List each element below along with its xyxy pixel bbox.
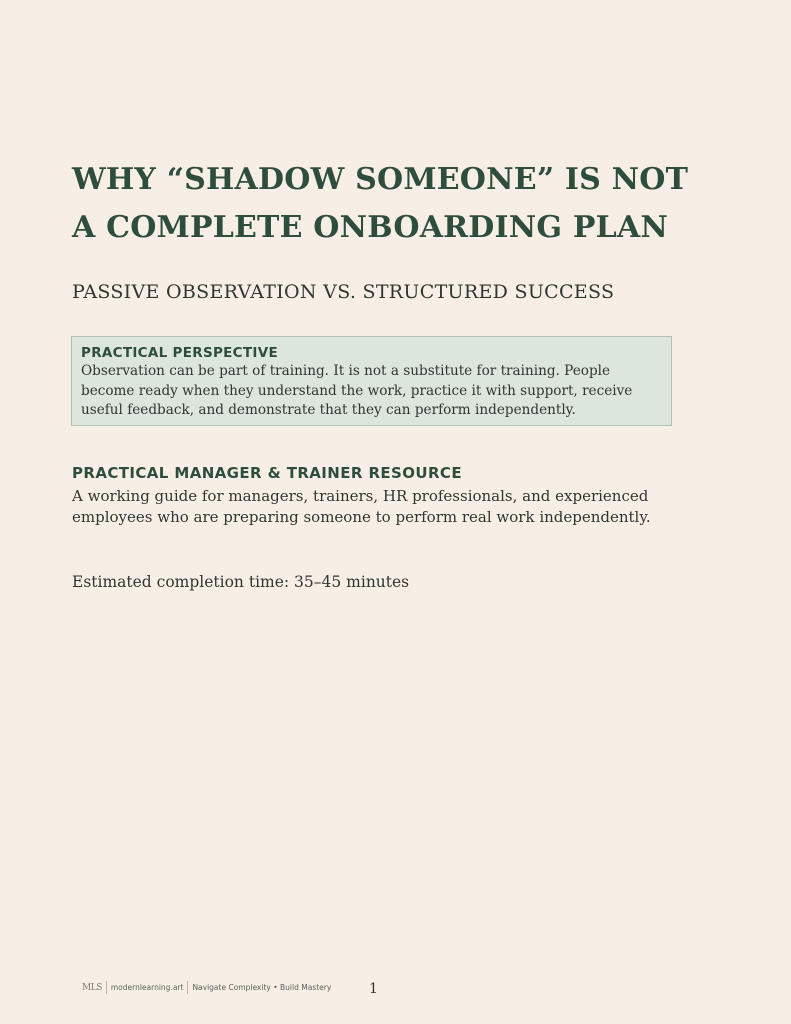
footer-tagline: Navigate Complexity • Build Mastery (192, 983, 332, 992)
resource-heading: PRACTICAL MANAGER & TRAINER RESOURCE (72, 464, 462, 482)
page-footer (82, 981, 331, 994)
footer-divider (187, 981, 188, 994)
practical-perspective-callout (71, 336, 672, 426)
callout-heading: PRACTICAL PERSPECTIVE (81, 345, 278, 361)
page-title: WHY “SHADOW SOMEONE” IS NOT A COMPLETE ONBOARDING PLAN (72, 162, 689, 245)
callout-body: Observation can be part of training. It is not a substitute for training. People become ready when they understand the work, practice it with support, receive useful feedback, and demonstrate that they can perform independently. (81, 363, 633, 418)
page-subtitle: PASSIVE OBSERVATION VS. STRUCTURED SUCCESS (72, 281, 615, 303)
page-number: 1 (369, 981, 378, 997)
footer-site-link[interactable]: modernlearning.art (110, 983, 184, 992)
brand-logo: MLS (82, 982, 102, 993)
resource-description: A working guide for managers, trainers, HR professionals, and experienced employees who are preparing someone to perform real work independently. (72, 487, 651, 526)
footer-divider (106, 981, 107, 994)
estimated-completion-time: Estimated completion time: 35–45 minutes (72, 573, 410, 591)
